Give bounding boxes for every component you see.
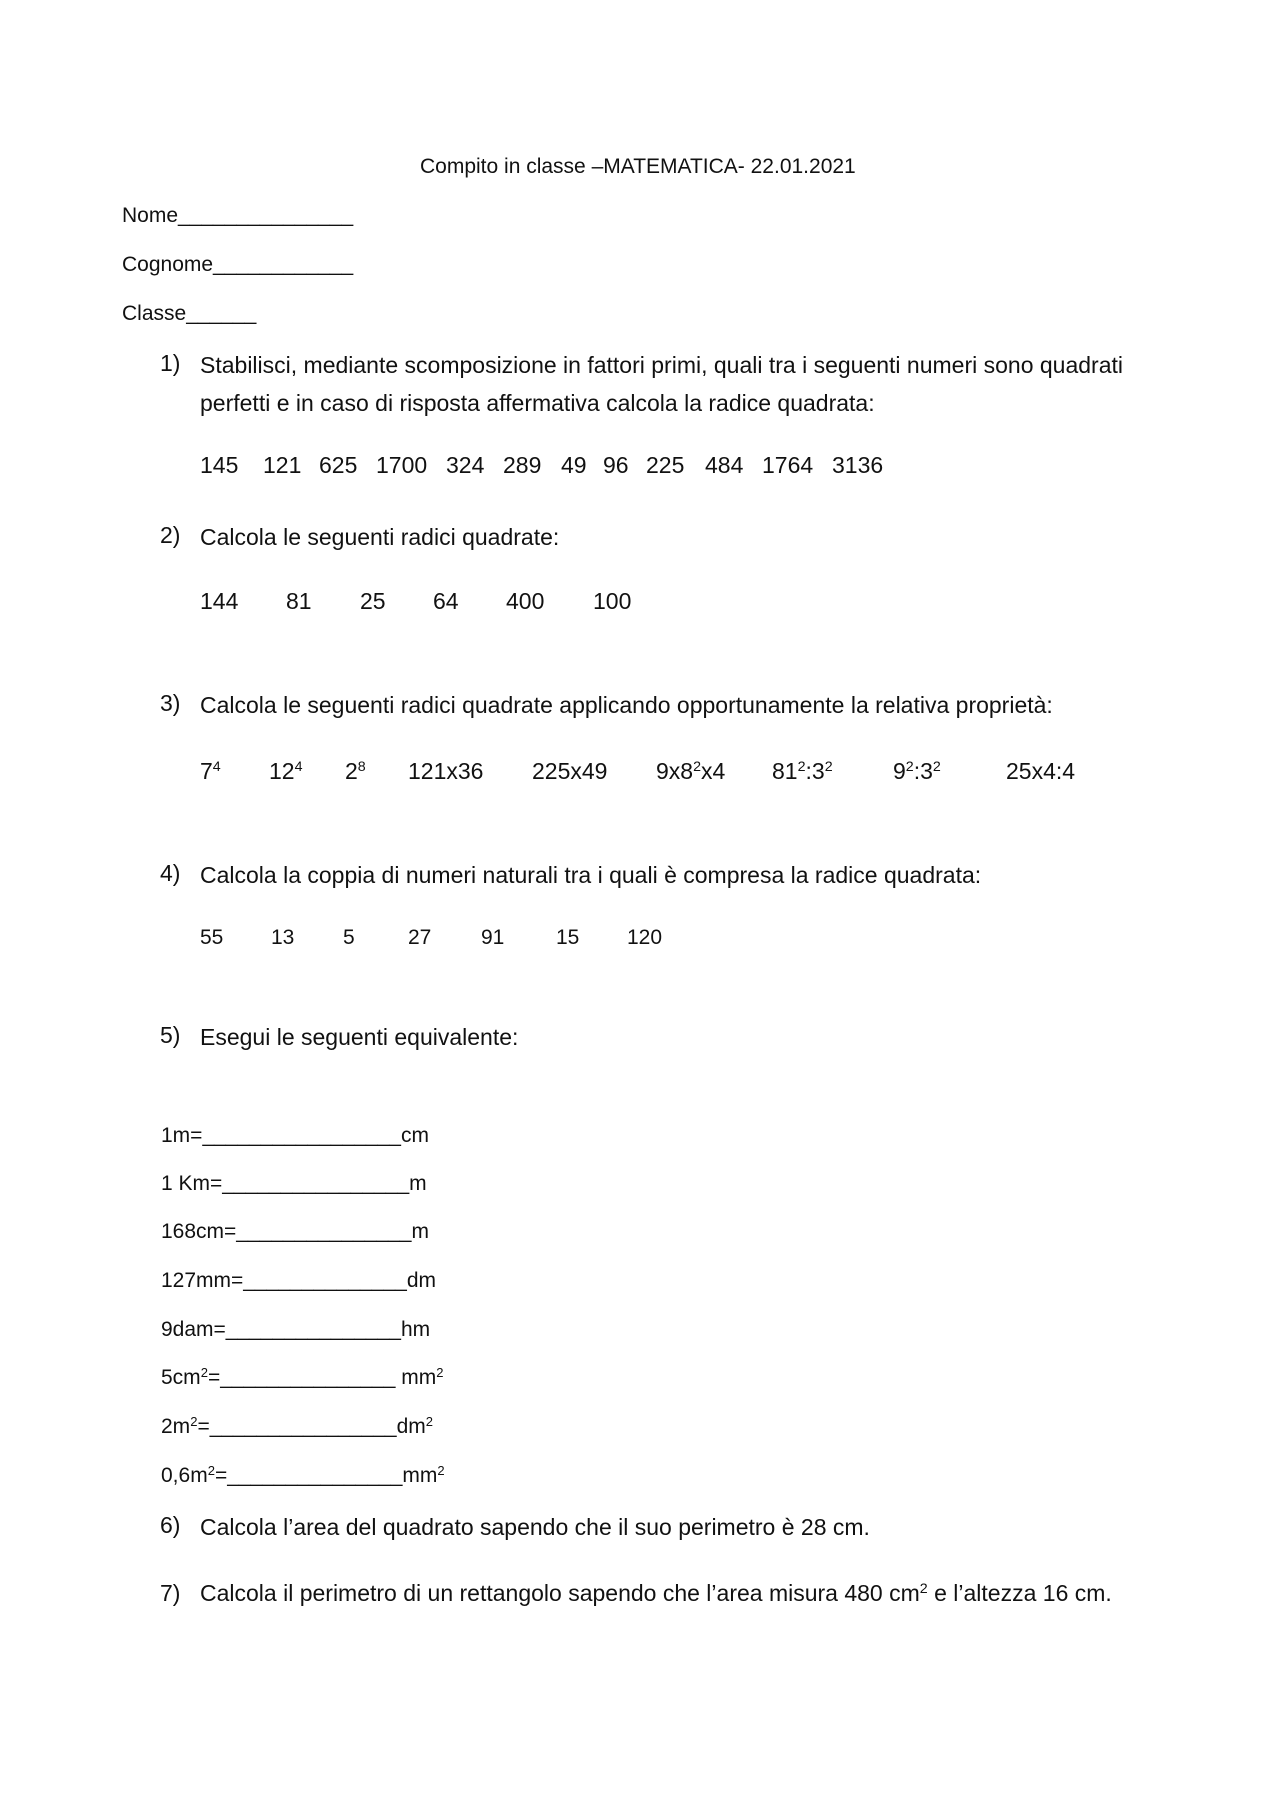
q3-expression: 225x49: [532, 758, 608, 784]
q3-expression: $2^8$: [345, 758, 366, 784]
question-6-number: 6): [160, 1512, 181, 1538]
q2-number: 400: [506, 588, 545, 614]
q2-number: 100: [593, 588, 632, 614]
q4-number: 91: [481, 926, 505, 949]
question-7-text: Calcola il perimetro di un rettangolo sapendo che l’area misura 480 $cm^2$ e l’altezza 16 cm.: [200, 1580, 1112, 1606]
q4-number: 13: [271, 926, 295, 949]
conversion-row: 1 Km=________________m: [161, 1172, 427, 1195]
q1-number: 49: [561, 452, 587, 478]
name-field: Nome_______________: [122, 204, 354, 227]
surname-field: Cognome____________: [122, 253, 354, 276]
q1-number: 324: [446, 452, 485, 478]
conversion-row: 1m=_________________cm: [161, 1124, 429, 1147]
q3-expression: $12^4$: [269, 758, 303, 784]
question-2-text: Calcola le seguenti radici quadrate:: [200, 524, 560, 550]
q1-number: 625: [319, 452, 358, 478]
question-1-text: Stabilisci, mediante scomposizione in fattori primi, quali tra i seguenti numeri sono quadrati perfetti e in caso di risposta affermativa calcola la radice quadrata:: [200, 352, 1124, 416]
conversion-row: 127mm=______________dm: [161, 1269, 436, 1292]
q2-number: 25: [360, 588, 386, 614]
question-4-text: Calcola la coppia di numeri naturali tra i quali è compresa la radice quadrata:: [200, 862, 982, 888]
q1-number: 484: [705, 452, 744, 478]
question-3-expressions: [0, 758, 1280, 790]
q3-expression: $9^2:3^2$: [893, 758, 941, 784]
question-1-number: 1): [160, 350, 181, 376]
conversion-row: $2m^2=\_\_\_\_\_\_\_\_\_\_\_\_\_\_\_\_dm^2$: [161, 1413, 434, 1438]
q2-number: 81: [286, 588, 312, 614]
q3-expression: 25x4:4: [1006, 758, 1076, 784]
q2-number: 64: [433, 588, 459, 614]
q1-number: 1764: [762, 452, 814, 478]
q1-number: 121: [263, 452, 302, 478]
q3-expression: 121x36: [408, 758, 484, 784]
q2-number: 144: [200, 588, 239, 614]
question-4-number: 4): [160, 860, 181, 886]
class-field: Classe______: [122, 302, 257, 325]
question-5-text: Esegui le seguenti equivalente:: [200, 1024, 519, 1050]
q4-number: 27: [408, 926, 432, 949]
question-5-number: 5): [160, 1022, 181, 1048]
q3-expression: $7^4$: [200, 758, 221, 784]
q3-expression: $81^2:3^2$: [772, 758, 833, 784]
question-2-numbers: [0, 588, 1280, 620]
conversion-row: $5cm^2=\_\_\_\_\_\_\_\_\_\_\_\_\_\_\_$ $mm^2$: [161, 1364, 444, 1389]
q4-number: 120: [627, 926, 663, 949]
q1-number: 3136: [832, 452, 884, 478]
question-7-number: 7): [160, 1580, 181, 1606]
q1-number: 96: [603, 452, 629, 478]
q4-number: 5: [343, 926, 355, 949]
page-title: Compito in classe –MATEMATICA- 22.01.2021: [420, 155, 856, 178]
question-3-number: 3): [160, 690, 181, 716]
q1-number: 1700: [376, 452, 428, 478]
question-6-text: Calcola l’area del quadrato sapendo che il suo perimetro è 28 cm.: [200, 1514, 870, 1540]
question-2-number: 2): [160, 522, 181, 548]
question-4-numbers: [0, 926, 1280, 958]
conversion-row: 168cm=_______________m: [161, 1220, 429, 1243]
question-3-text: Calcola le seguenti radici quadrate applicando opportunamente la relativa proprietà:: [200, 692, 1053, 718]
conversion-row: 9dam=_______________hm: [161, 1318, 431, 1341]
q4-number: 55: [200, 926, 224, 949]
q3-expression: $9x8^2x4$: [656, 758, 726, 784]
q1-number: 225: [646, 452, 685, 478]
conversion-row: $0,6m^2=\_\_\_\_\_\_\_\_\_\_\_\_\_\_\_mm^2$: [161, 1462, 445, 1487]
q1-number: 289: [503, 452, 542, 478]
q1-number: 145: [200, 452, 239, 478]
q4-number: 15: [556, 926, 580, 949]
question-1-numbers: [0, 452, 1280, 484]
